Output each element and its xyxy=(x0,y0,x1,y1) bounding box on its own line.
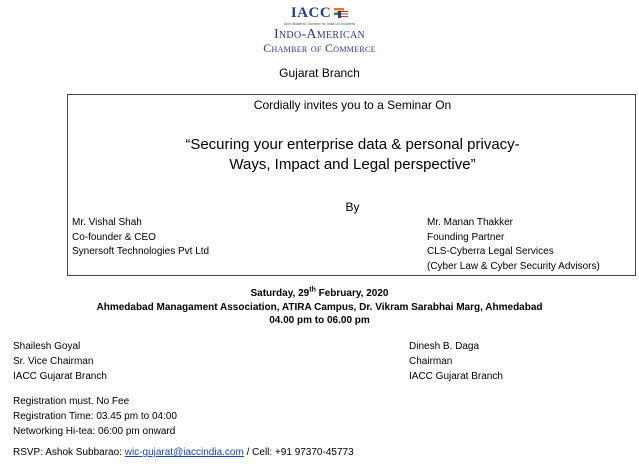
speaker-role: Founding Partner xyxy=(427,231,505,243)
branch-label: Gujarat Branch xyxy=(279,66,360,80)
speaker-1 xyxy=(72,216,209,260)
speaker-org: Synersoft Technologies Pvt Ltd xyxy=(72,246,210,257)
speaker-org: CLS-Cyberra Legal Services xyxy=(427,246,554,257)
rsvp-suffix: / Cell: +91 97370-45773 xyxy=(243,447,354,458)
by-label: By xyxy=(345,200,360,214)
event-venue: Ahmedabad Managament Association, ATIRA Campus, Dr. Vikram Sarabhai Marg, Ahmedabad xyxy=(96,301,543,313)
signatory-branch: IACC Gujarat Branch xyxy=(13,371,107,382)
event-details xyxy=(0,287,639,328)
registration-info xyxy=(13,394,177,439)
rsvp-line xyxy=(13,447,354,458)
speaker-name: Mr. Manan Thakker xyxy=(427,217,513,228)
registration-time: Registration Time: 03.45 pm to 04:00 xyxy=(13,411,177,422)
logo-tagline: Apex Bilateral Chamber for India-US business xyxy=(283,22,356,26)
signatory-2 xyxy=(409,339,503,384)
logo-name-line2: Chamber of Commerce xyxy=(263,41,376,55)
registration-line: Registration must. No Fee xyxy=(13,396,130,407)
rsvp-prefix: RSVP: Ashok Subbarao: xyxy=(13,447,125,458)
speaker-role: Co-founder & CEO xyxy=(72,231,156,243)
networking-time: Networking Hi-tea: 06:00 pm onward xyxy=(13,426,176,437)
event-time: 04.00 pm to 06.00 pm xyxy=(269,315,370,326)
signatory-name: Dinesh B. Daga xyxy=(409,341,480,352)
rsvp-email-link[interactable]: wic-gujarat@iaccindia.com xyxy=(124,447,244,458)
signatory-name: Shailesh Goyal xyxy=(13,341,81,352)
event-date: Saturday, 29th February, 2020 xyxy=(250,286,389,299)
logo-acronym: IACC xyxy=(290,5,332,21)
speaker-note: (Cyber Law & Cyber Security Advisors) xyxy=(427,260,600,272)
speaker-name: Mr. Vishal Shah xyxy=(72,217,142,228)
seminar-title-line2: Ways, Impact and Legal perspective” xyxy=(229,156,476,173)
flags-icon xyxy=(334,8,348,18)
signatory-title: Chairman xyxy=(409,356,453,367)
signatory-1 xyxy=(13,339,107,384)
seminar-title xyxy=(68,135,637,175)
iacc-logo xyxy=(0,4,639,55)
speaker-2 xyxy=(427,216,600,274)
signatory-branch: IACC Gujarat Branch xyxy=(409,371,503,382)
seminar-title-line1: “Securing your enterprise data & personal privacy- xyxy=(185,136,520,153)
invite-heading: Cordially invites you to a Seminar On xyxy=(253,98,452,112)
invitation-box xyxy=(67,94,636,276)
signatory-title: Sr. Vice Chairman xyxy=(13,356,94,367)
logo-name-line1: Indo-American xyxy=(273,27,366,42)
